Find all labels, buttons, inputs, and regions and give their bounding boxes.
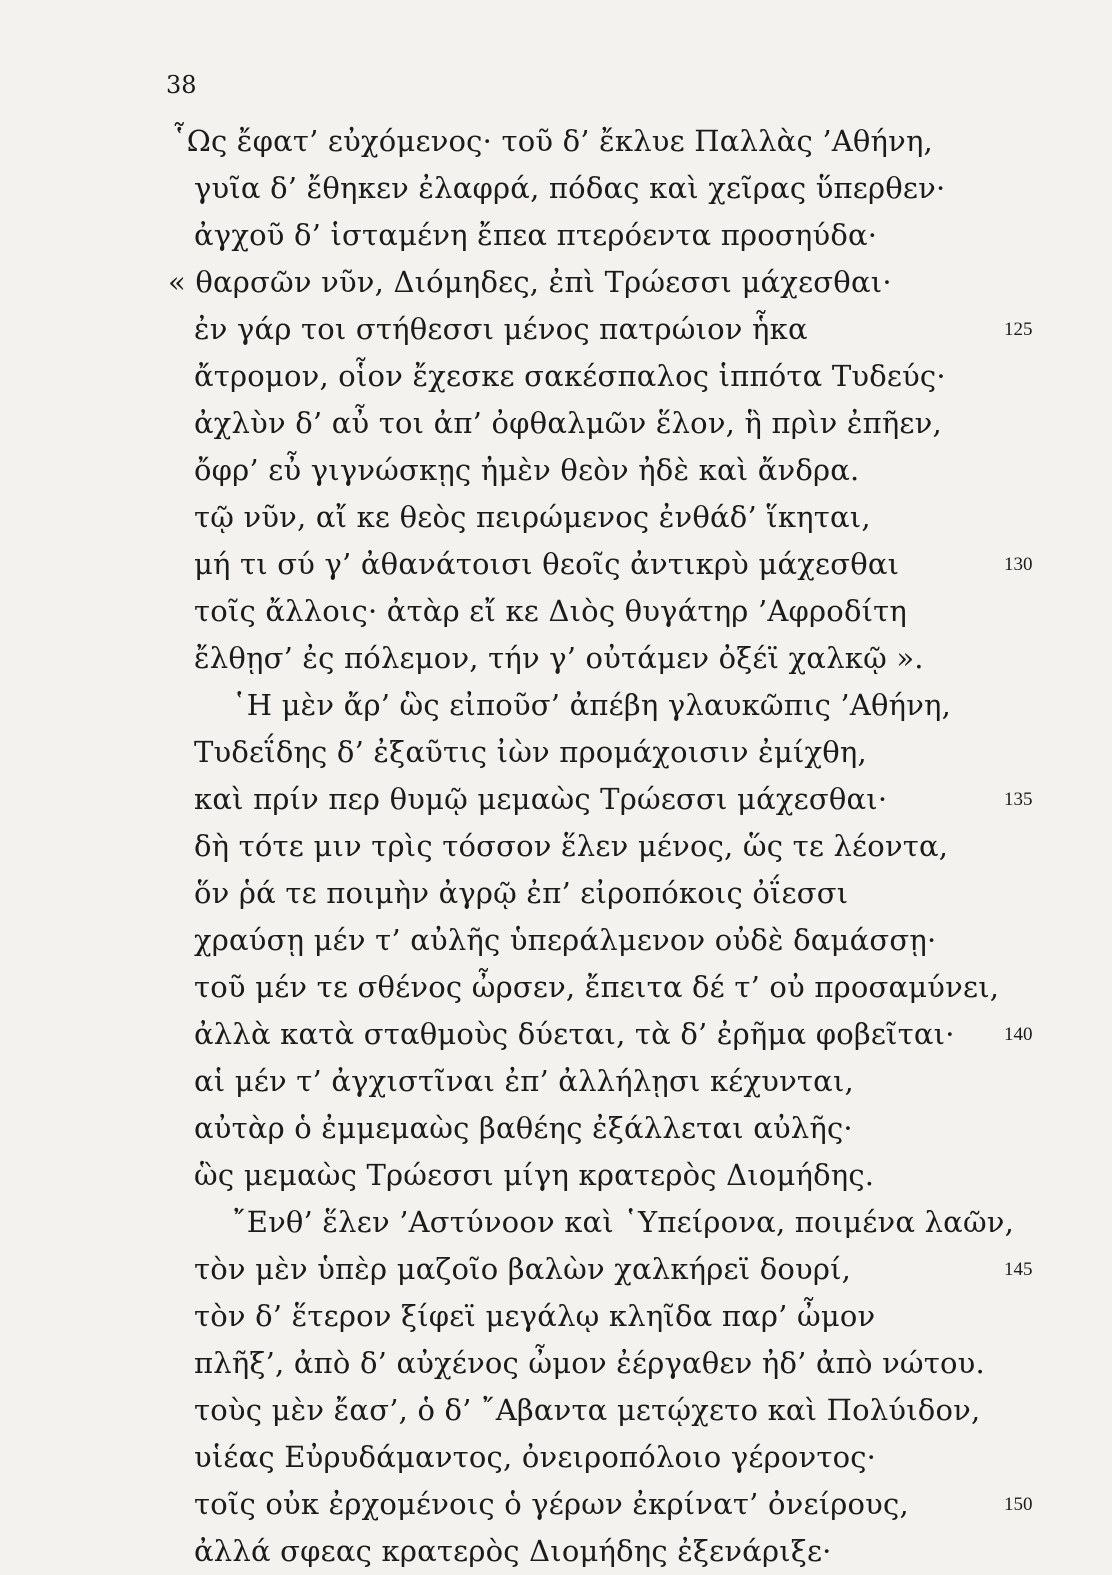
verse-text: αἱ μέν τ’ ἀγχιστῖναι ἐπ’ ἀλλήλῃσι κέχυνται, [194,1064,854,1098]
verse-line [0,1011,1112,1058]
verse-text: τοῖς οὐκ ἐρχομένοις ὁ γέρων ἐκρίνατ’ ὀνείρους, [194,1487,909,1521]
verse-text: γυῖα δ’ ἔθηκεν ἐλαφρά, πόδας καὶ χεῖρας ὕπερθεν· [194,171,946,205]
line-number: 125 [1004,319,1033,340]
verse-line [0,1434,1112,1481]
verse-line [0,165,1112,212]
verse-line [0,118,1112,165]
line-number: 140 [1004,1024,1033,1045]
verse-line [0,729,1112,776]
page-number: 38 [166,71,197,99]
verse-line [0,964,1112,1011]
verse-text: τοὺς μὲν ἔασ’, ὁ δ’ ῎Αβαντα μετῴχετο καὶ Πολύιδον, [194,1393,981,1427]
line-number: 130 [1004,554,1033,575]
verse-text: τοῖς ἄλλοις· ἀτὰρ εἴ κε Διὸς θυγάτηρ ’Αφροδίτη [194,594,907,628]
verse-text: τὸν δ’ ἕτερον ξίφεϊ μεγάλῳ κληῖδα παρ’ ὦμον [194,1299,876,1333]
verse-text: ἀλλὰ κατὰ σταθμοὺς δύεται, τὰ δ’ ἐρῆμα φοβεῖται· [194,1017,955,1051]
verse-line [0,1058,1112,1105]
verse-text: δὴ τότε μιν τρὶς τόσσον ἕλεν μένος, ὥς τε λέοντα, [194,829,949,863]
verse-text: ἔλθῃσ’ ἐς πόλεμον, τήν γ’ οὐτάμεν ὀξέϊ χαλκῷ ». [194,641,924,675]
verse-text: ῟Ως ἔφατ’ εὐχόμενος· τοῦ δ’ ἔκλυε Παλλὰς ’Αθήνη, [172,124,933,158]
verse-line [0,306,1112,353]
verse-line [0,1340,1112,1387]
verse-text: ὅν ῥά τε ποιμὴν ἀγρῷ ἐπ’ εἰροπόκοις ὀΐεσσι [194,876,849,910]
verse-line [0,1152,1112,1199]
verse-line [0,1387,1112,1434]
verse-line [0,823,1112,870]
verse-line [0,447,1112,494]
verse-line [0,682,1112,729]
verse-text: ἐν γάρ τοι στήθεσσι μένος πατρώιον ἧκα [194,312,808,346]
poem-text-block [0,118,1112,1575]
verse-text: ὣς μεμαὼς Τρώεσσι μίγη κρατερὸς Διομήδης. [194,1158,875,1192]
line-number: 145 [1004,1259,1033,1280]
verse-text: « θαρσῶν νῦν, Διόμηδες, ἐπὶ Τρώεσσι μάχεσθαι· [168,265,892,299]
verse-line [0,776,1112,823]
verse-line [0,400,1112,447]
verse-line [0,1481,1112,1528]
verse-text: ῾Η μὲν ἄρ’ ὣς εἰποῦσ’ ἀπέβη γλαυκῶπις ’Αθήνη, [232,688,952,722]
line-number: 135 [1004,789,1033,810]
verse-line [0,1293,1112,1340]
verse-text: ἀγχοῦ δ’ ἱσταμένη ἔπεα πτερόεντα προσηύδα· [194,218,878,252]
verse-line [0,1246,1112,1293]
verse-text: Τυδεΐδης δ’ ἐξαῦτις ἰὼν προμάχοισιν ἐμίχθη, [194,735,867,769]
verse-line [0,494,1112,541]
verse-text: πλῆξ’, ἀπὸ δ’ αὐχένος ὦμον ἐέργαθεν ἠδ’ ἀπὸ νώτου. [194,1346,985,1380]
verse-text: μή τι σύ γ’ ἀθανάτοισι θεοῖς ἀντικρὺ μάχεσθαι [194,547,900,581]
verse-line [0,588,1112,635]
verse-text: ἀχλὺν δ’ αὖ τοι ἀπ’ ὀφθαλμῶν ἕλον, ἣ πρὶν ἐπῆεν, [194,406,942,440]
verse-line [0,870,1112,917]
verse-line [0,541,1112,588]
verse-line [0,353,1112,400]
verse-text: ὄφρ’ εὖ γιγνώσκῃς ἠμὲν θεὸν ἠδὲ καὶ ἄνδρα. [194,453,860,487]
verse-text: χραύσῃ μέν τ’ αὐλῆς ὑπεράλμενον οὐδὲ δαμάσσῃ· [194,923,937,957]
verse-text: αὐτὰρ ὁ ἐμμεμαὼς βαθέης ἐξάλλεται αὐλῆς· [194,1111,853,1145]
verse-text: ἄτρομον, οἷον ἔχεσκε σακέσπαλος ἱππότα Τυδεύς· [194,359,946,393]
verse-line [0,635,1112,682]
verse-line [0,259,1112,306]
verse-line [0,1199,1112,1246]
verse-line [0,1105,1112,1152]
verse-text: τὸν μὲν ὑπὲρ μαζοῖο βαλὼν χαλκήρεϊ δουρί, [194,1252,852,1286]
line-number: 150 [1004,1494,1033,1515]
verse-text: ἀλλά σφεας κρατερὸς Διομήδης ἐξενάριξε· [194,1534,832,1568]
verse-text: τοῦ μέν τε σθένος ὦρσεν, ἔπειτα δέ τ’ οὐ προσαμύνει, [194,970,1000,1004]
verse-text: τῷ νῦν, αἴ κε θεὸς πειρώμενος ἐνθάδ’ ἵκηται, [194,500,871,534]
verse-line [0,1528,1112,1575]
verse-line [0,917,1112,964]
verse-line [0,212,1112,259]
verse-text: καὶ πρίν περ θυμῷ μεμαὼς Τρώεσσι μάχεσθαι· [194,782,888,816]
verse-text: ῎Ενθ’ ἕλεν ’Αστύνοον καὶ ῾Υπείρονα, ποιμένα λαῶν, [232,1205,1015,1239]
verse-text: υἱέας Εὐρυδάμαντος, ὀνειροπόλοιο γέροντος· [194,1440,877,1474]
